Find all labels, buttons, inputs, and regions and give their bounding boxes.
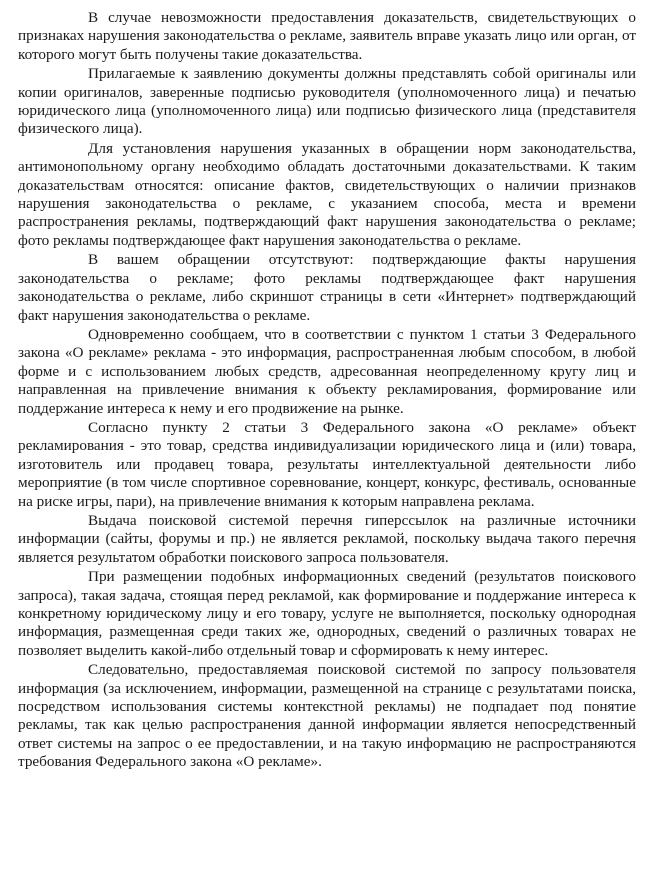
paragraph-required-evidence: Для установления нарушения указанных в обращении норм законодательства, антимонопольному органу необходимо обладать достаточными доказательствами. К таким доказательствам относятся: описание фактов, свидетельствующих о наличии признаков нарушения законодательства о рекламе, с указанием способа, места и времени распространения рекламы, подтверждающий факт нарушения законодательства о рекламе; фото рекламы подтверждающее факт нарушения законодательства о рекламе. xyxy=(18,139,636,249)
paragraph-conclusion: Следовательно, предоставляемая поисковой системой по запросу пользователя информация (за исключением, информации, размещенной на странице с результатами поиска, посредством использования системы контекстной рекламы) не подпадает под понятие рекламы, так как целью распространения данной информации является непосредственный ответ системы на запрос о ее предоставлении, и на такую информацию не распространяются требования Федерального закона «О рекламе». xyxy=(18,661,636,771)
document-page xyxy=(18,9,636,773)
paragraph-missing-evidence: В вашем обращении отсутствуют: подтверждающие факты нарушения законодательства о рекламе; фото рекламы подтверждающее факт нарушения законодательства о рекламе, либо скриншот страницы в сети «Интернет» подтверждающий факт нарушения законодательства о рекламе. xyxy=(18,251,636,324)
paragraph-attached-documents: Прилагаемые к заявлению документы должны представлять собой оригиналы или копии оригиналов, заверенные подписью руководителя (уполномоченного лица) и печатью юридического лица (уполномоченного лица) или подписью физического лица (представителя физического лица). xyxy=(18,65,636,138)
paragraph-homogeneous-information: При размещении подобных информационных сведений (результатов поискового запроса), такая задача, стоящая перед рекламой, как формирование и поддержание интереса к конкретному юридическому лицу и его товару, услуге не выполняется, поскольку однородная информация, размещенная среди таких же, однородных, сведений о различных товарах не позволяет выделить какой-либо отдельный товар и сформировать к нему интерес. xyxy=(18,568,636,659)
paragraph-advertised-object: Согласно пункту 2 статьи 3 Федерального закона «О рекламе» объект рекламирования - это товар, средства индивидуализации юридического лица и (или) товара, изготовитель или продавец товара, результаты интеллектуальной деятельности либо мероприятие (в том числе спортивное соревнование, концерт, конкурс, фестиваль, основанные на риске игры, пари), на привлечение внимания к которым направлена реклама. xyxy=(18,418,636,510)
paragraph-evidence-source: В случае невозможности предоставления доказательств, свидетельствующих о признаках нарушения законодательства о рекламе, заявитель вправе указать лицо или орган, от которого могут быть получены такие доказательства. xyxy=(18,9,636,63)
paragraph-search-results: Выдача поисковой системой перечня гиперссылок на различные источники информации (сайты, форумы и пр.) не является рекламой, поскольку выдача такого перечня является результатом обработки поискового запроса пользователя. xyxy=(18,511,636,566)
paragraph-advertising-definition: Одновременно сообщаем, что в соответствии с пунктом 1 статьи 3 Федерального закона «О рекламе» реклама - это информация, распространенная любым способом, в любой форме и с использованием любых средств, адресованная неопределенному кругу лиц и направленная на привлечение внимания к объекту рекламирования, формирование или поддержание интереса к нему и его продвижение на рынке. xyxy=(18,325,636,417)
